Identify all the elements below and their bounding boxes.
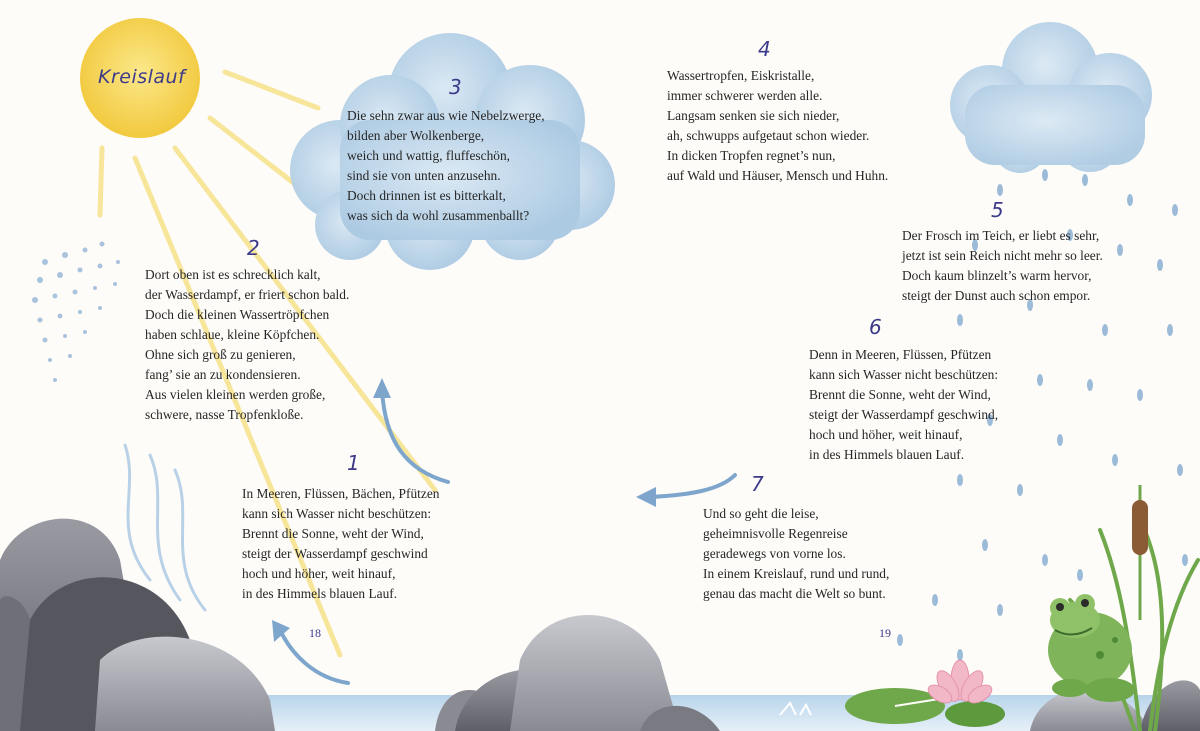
verse-line: Denn in Meeren, Flüssen, Pfützen (809, 347, 992, 362)
verse-line: schwere, nasse Tropfenkloße. (145, 407, 304, 422)
verse-line: Doch kaum blinzelt’s warm hervor, (902, 268, 1092, 283)
verse-1-number: 1 (347, 451, 360, 475)
verse-line: der Wasserdampf, er friert schon bald. (145, 287, 350, 302)
verse-line: kann sich Wasser nicht beschützen: (809, 367, 999, 382)
verse-line: auf Wald und Häuser, Mensch und Huhn. (667, 168, 889, 183)
verse-line: Die sehn zwar aus wie Nebelzwerge, (347, 108, 545, 123)
verse-line: Doch drinnen ist es bitterkalt, (347, 188, 506, 203)
verse-line: Aus vielen kleinen werden große, (145, 387, 326, 402)
verse-7-number: 7 (751, 472, 764, 496)
lotus-flower-icon (925, 660, 995, 707)
verse-1 (242, 484, 439, 604)
verse-line: hoch und höher, weit hinauf, (242, 566, 396, 581)
verse-line: Brennt die Sonne, weht der Wind, (242, 526, 424, 541)
verse-line: genau das macht die Welt so bunt. (703, 586, 886, 601)
verse-line: weich und wattig, fluffeschön, (347, 148, 511, 163)
verse-line: geradewegs von vorne los. (703, 546, 846, 561)
verse-line: hoch und höher, weit hinauf, (809, 427, 963, 442)
page-number-right: 19 (879, 626, 891, 640)
verse-line: Der Frosch im Teich, er liebt es sehr, (902, 228, 1100, 243)
verse-line: fang’ sie an zu kondensieren. (145, 367, 301, 382)
verse-line: steigt der Wasserdampf geschwind, (809, 407, 999, 422)
stones-center (435, 615, 720, 731)
verse-line: Langsam senken sie sich nieder, (667, 108, 840, 123)
verse-2-number: 2 (247, 236, 260, 260)
verse-line: jetzt ist sein Reich nicht mehr so leer. (902, 248, 1103, 263)
verse-line: Ohne sich groß zu genieren, (145, 347, 296, 362)
verse-line: steigt der Wasserdampf geschwind (242, 546, 428, 561)
verse-line: steigt der Dunst auch schon empor. (902, 288, 1091, 303)
verse-line: haben schlaue, kleine Köpfchen. (145, 327, 320, 342)
page-number-left: 18 (309, 626, 321, 640)
stones-left (0, 519, 275, 731)
verse-3 (347, 106, 545, 226)
verse-line: was sich da wohl zusammenballt? (347, 208, 530, 223)
verse-line: immer schwerer werden alle. (667, 88, 823, 103)
verse-line: In einem Kreislauf, rund und rund, (703, 566, 890, 581)
rain-cloud-icon (950, 22, 1152, 173)
verse-line: geheimnisvolle Regenreise (703, 526, 848, 541)
page-title: Kreislauf (98, 66, 186, 88)
mist-dots (32, 242, 120, 383)
verse-line: Wassertropfen, Eiskristalle, (667, 68, 815, 83)
verse-line: sind sie von unten anzusehn. (347, 168, 501, 183)
verse-4-number: 4 (758, 37, 771, 61)
verse-line: In dicken Tropfen regnet’s nun, (667, 148, 836, 163)
verse-line: kann sich Wasser nicht beschützen: (242, 506, 432, 521)
verse-line: In Meeren, Flüssen, Bächen, Pfützen (242, 486, 440, 501)
verse-5 (902, 226, 1103, 306)
verse-line: ah, schwupps aufgetaut schon wieder. (667, 128, 870, 143)
verse-3-number: 3 (449, 75, 462, 99)
verse-7 (703, 504, 889, 604)
verse-line: Brennt die Sonne, weht der Wind, (809, 387, 991, 402)
verse-line: Und so geht die leise, (703, 506, 819, 521)
verse-line: bilden aber Wolkenberge, (347, 128, 485, 143)
verse-line: Doch die kleinen Wassertröpfchen (145, 307, 330, 322)
verse-6-number: 6 (869, 315, 882, 339)
verse-2 (145, 265, 349, 425)
verse-6 (809, 345, 998, 465)
verse-line: Dort oben ist es schrecklich kalt, (145, 267, 321, 282)
verse-4 (667, 66, 888, 186)
verse-5-number: 5 (991, 198, 1004, 222)
verse-line: in des Himmels blauen Lauf. (809, 447, 965, 462)
verse-line: in des Himmels blauen Lauf. (242, 586, 398, 601)
cattail-icon (1132, 485, 1148, 620)
